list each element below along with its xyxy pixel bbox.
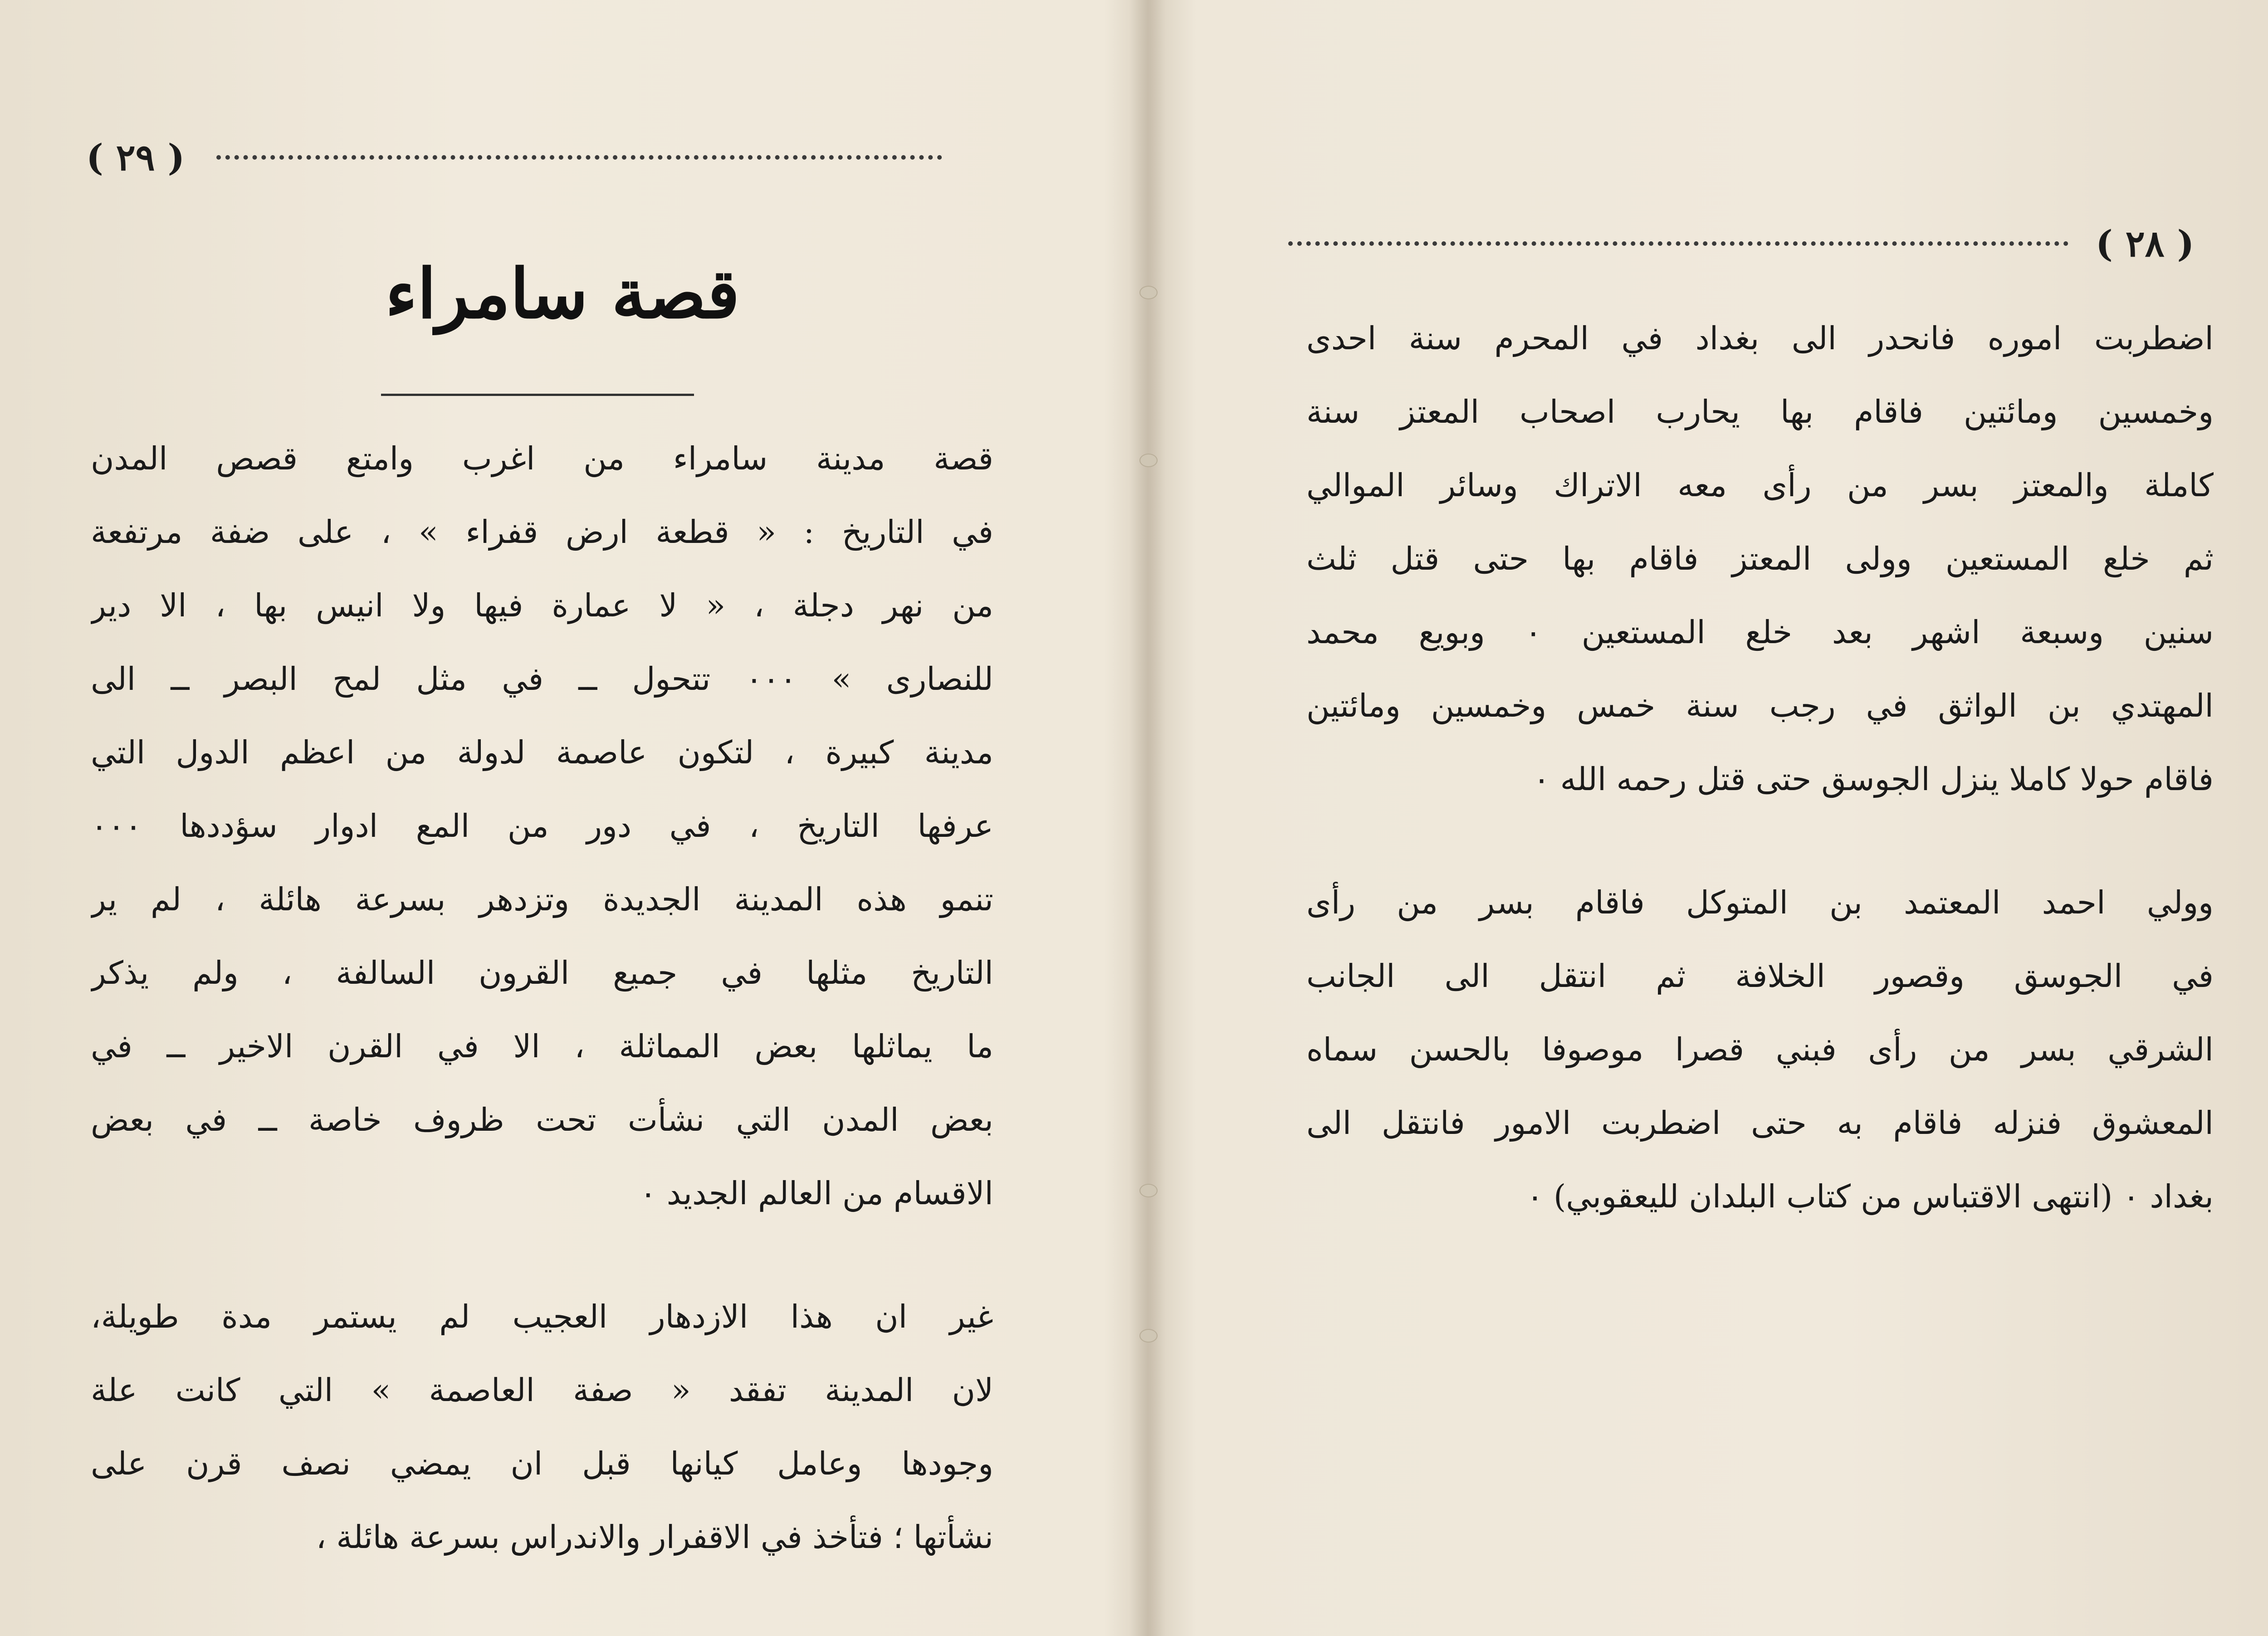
text-line: وجودها وعامل كيانها قبل ان يمضي نصف قرن على <box>91 1445 993 1482</box>
text-line: تنمو هذه المدينة الجديدة وتزدهر بسرعة هائلة ، لم ير <box>91 881 993 918</box>
paragraph-gap <box>91 1230 993 1280</box>
text-line: وولي احمد المعتمد بن المتوكل فاقام بسر من رأى <box>1306 884 2214 921</box>
text-line: قصة مدينة سامراء من اغرب وامتع قصص المدن <box>91 440 993 477</box>
title-underline <box>381 394 694 396</box>
text-line: كاملة والمعتز بسر من رأى معه الاتراك وسائر الموالي <box>1306 467 2214 504</box>
text-line: نشأتها ؛ فتأخذ في الاقفرار والاندراس بسرعة هائلة ، <box>316 1519 993 1556</box>
right-page <box>1152 0 2268 1636</box>
text-line: للنصارى » ٠٠٠ تتحول ــ في مثل لمح البصر ــ الى <box>91 660 993 698</box>
left-page-number: ( ٢٩ ) <box>86 136 185 179</box>
text-line: فاقام حولا كاملا ينزل الجوسق حتى قتل رحمه الله ٠ <box>1533 761 2214 798</box>
text-line: ما يماثلها بعض المماثلة ، الا في القرن الاخير ــ في <box>91 1028 993 1065</box>
text-line: الاقسام من العالم الجديد ٠ <box>639 1175 993 1212</box>
text-line: من نهر دجلة ، « لا عمارة فيها ولا انيس بها ، الا دير <box>91 587 993 624</box>
text-line: في الجوسق وقصور الخلافة ثم انتقل الى الجانب <box>1306 957 2214 995</box>
right-page-header <box>1288 222 2194 265</box>
left-page-header <box>86 136 942 179</box>
header-dotted-rule <box>216 155 942 160</box>
text-line: التاريخ مثلها في جميع القرون السالفة ، ولم يذكر <box>91 954 993 991</box>
paragraph-gap <box>1306 816 2214 866</box>
text-line: المهتدي بن الواثق في رجب سنة خمس وخمسين ومائتين <box>1306 687 2214 724</box>
text-line: ثم خلع المستعين وولى المعتز فاقام بها حتى قتل ثلث <box>1306 540 2214 577</box>
text-line: غير ان هذا الازدهار العجيب لم يستمر مدة طويلة، <box>91 1298 993 1335</box>
right-page-body <box>1306 302 2214 1233</box>
text-line: لان المدينة تفقد « صفة العاصمة » التي كانت علة <box>91 1372 993 1409</box>
text-line: وخمسين ومائتين فاقام بها يحارب اصحاب المعتز سنة <box>1306 393 2214 430</box>
text-line: سنين وسبعة اشهر بعد خلع المستعين ٠ وبويع محمد <box>1306 614 2214 651</box>
text-line: المعشوق فنزله فاقام به حتى اضطربت الامور فانتقل الى <box>1306 1104 2214 1142</box>
text-line: اضطربت اموره فانحدر الى بغداد في المحرم سنة احدى <box>1306 320 2214 357</box>
chapter-title: قصة سامراء <box>385 254 740 334</box>
text-line: بغداد ٠ (انتهى الاقتباس من كتاب البلدان لليعقوبي) ٠ <box>1526 1178 2214 1215</box>
text-line: الشرقي بسر من رأى فبني قصرا موصوفا بالحسن سماه <box>1306 1031 2214 1068</box>
header-dotted-rule <box>1288 241 2068 246</box>
text-line: مدينة كبيرة ، لتكون عاصمة لدولة من اعظم الدول التي <box>91 734 993 771</box>
text-line: عرفها التاريخ ، في دور من المع ادوار سؤددها ٠٠٠ <box>91 807 993 845</box>
left-page-body <box>91 422 993 1574</box>
text-line: في التاريخ : « قطعة ارض قفراء » ، على ضفة مرتفعة <box>91 513 993 551</box>
right-page-number: ( ٢٨ ) <box>2096 222 2195 265</box>
text-line: بعض المدن التي نشأت تحت ظروف خاصة ــ في بعض <box>91 1101 993 1138</box>
